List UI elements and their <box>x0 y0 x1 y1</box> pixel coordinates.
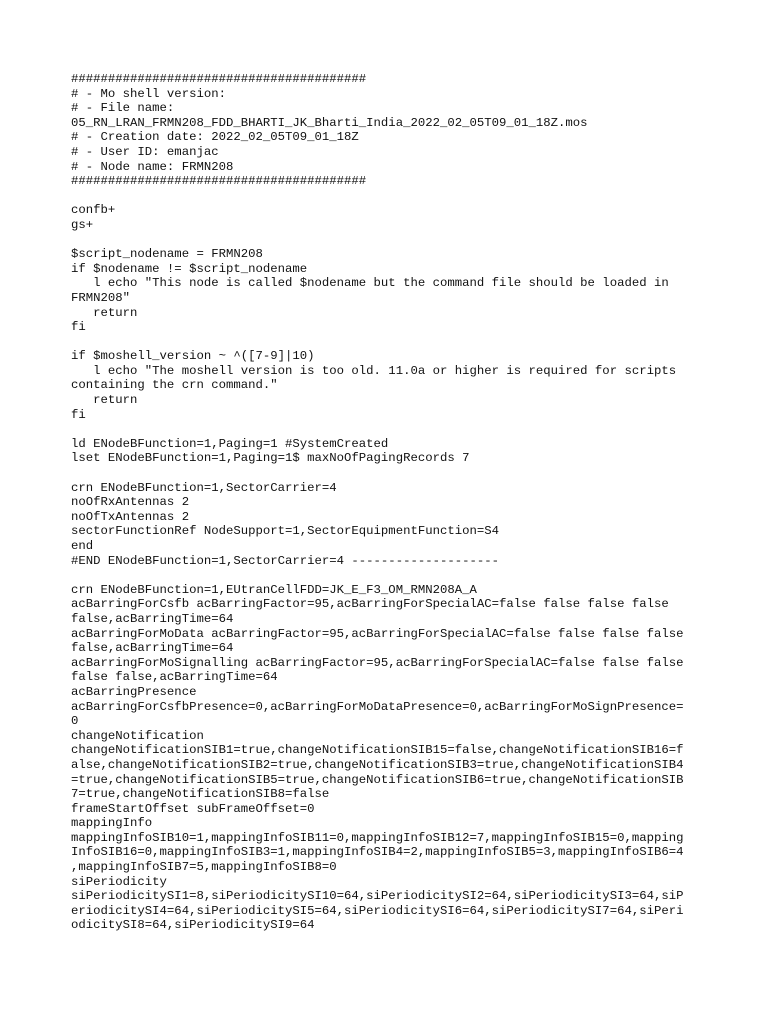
document-line <box>71 422 711 437</box>
document-line: # - Mo shell version: <box>71 86 226 101</box>
document-line: FRMN208" <box>71 290 131 305</box>
document-line: acBarringForMoSignalling acBarringFactor=95,acBarringForSpecialAC=false false false <box>71 655 684 670</box>
document-line: changeNotificationSIB1=true,changeNotificationSIB15=false,changeNotificationSIB16=f <box>71 743 684 758</box>
document-line: ld ENodeBFunction=1,Paging=1 #SystemCreated <box>71 436 389 451</box>
document-line: l echo "This node is called $nodename but the command file should be loaded in <box>71 276 669 291</box>
document-line: # - Creation date: 2022_02_05T09_01_18Z <box>71 130 359 145</box>
document-line: sectorFunctionRef NodeSupport=1,SectorEquipmentFunction=S4 <box>71 524 500 539</box>
document-line <box>71 233 711 248</box>
document-line: ######################################## <box>71 174 367 189</box>
document-line: #END ENodeBFunction=1,SectorCarrier=4 -------------------- <box>71 553 500 568</box>
document-line: return <box>71 393 138 408</box>
document-line: =true,changeNotificationSIB5=true,changeNotificationSIB6=true,changeNotificationSIB <box>71 772 684 787</box>
document-line: 05_RN_LRAN_FRMN208_FDD_BHARTI_JK_Bharti_India_2022_02_05T09_01_18Z.mos <box>71 115 588 130</box>
document-line: alse,changeNotificationSIB2=true,changeNotificationSIB3=true,changeNotificationSIB4 <box>71 757 684 772</box>
document-line: 0 <box>71 714 79 729</box>
document-line: noOfTxAntennas 2 <box>71 509 190 524</box>
document-line: confb+ <box>71 203 116 218</box>
script-document <box>71 72 711 933</box>
document-line <box>71 189 711 204</box>
document-line: ,mappingInfoSIB7=5,mappingInfoSIB8=0 <box>71 860 337 875</box>
document-line: gs+ <box>71 217 94 232</box>
document-line: crn ENodeBFunction=1,EUtranCellFDD=JK_E_F3_OM_RMN208A_A <box>71 582 477 597</box>
document-line: if $moshell_version ~ ^([7-9]|10) <box>71 349 315 364</box>
document-line: l echo "The moshell version is too old. 11.0a or higher is required for scripts <box>71 363 677 378</box>
document-line: containing the crn command." <box>71 378 278 393</box>
document-line <box>71 335 711 350</box>
document-line: # - File name: <box>71 101 175 116</box>
document-line: acBarringPresence <box>71 684 197 699</box>
document-line: fi <box>71 320 86 335</box>
document-line: ######################################## <box>71 72 367 86</box>
document-line: false false,acBarringTime=64 <box>71 670 278 685</box>
document-line: if $nodename != $script_nodename <box>71 261 308 276</box>
document-line: eriodicitySI4=64,siPeriodicitySI5=64,siPeriodicitySI6=64,siPeriodicitySI7=64,siPeri <box>71 903 684 918</box>
document-line <box>71 466 711 481</box>
document-line: frameStartOffset subFrameOffset=0 <box>71 801 315 816</box>
document-line: return <box>71 305 138 320</box>
document-line: $script_nodename = FRMN208 <box>71 247 263 262</box>
document-line: mappingInfo <box>71 816 153 831</box>
document-line <box>71 568 711 583</box>
document-line: fi <box>71 407 86 422</box>
document-line: end <box>71 539 94 553</box>
document-line: 7=true,changeNotificationSIB8=false <box>71 787 330 802</box>
document-line: siPeriodicity <box>71 874 167 889</box>
document-line: noOfRxAntennas 2 <box>71 495 190 510</box>
document-line: siPeriodicitySI1=8,siPeriodicitySI10=64,siPeriodicitySI2=64,siPeriodicitySI3=64,siP <box>71 889 684 904</box>
document-line: acBarringForCsfbPresence=0,acBarringForMoDataPresence=0,acBarringForMoSignPresence= <box>71 699 684 714</box>
document-line: mappingInfoSIB10=1,mappingInfoSIB11=0,mappingInfoSIB12=7,mappingInfoSIB15=0,mapping <box>71 830 684 845</box>
document-line: lset ENodeBFunction=1,Paging=1$ maxNoOfPagingRecords 7 <box>71 451 470 466</box>
document-line: InfoSIB16=0,mappingInfoSIB3=1,mappingInfoSIB4=2,mappingInfoSIB5=3,mappingInfoSIB6=4 <box>71 845 684 860</box>
document-line: odicitySI8=64,siPeriodicitySI9=64 <box>71 918 315 933</box>
document-line: changeNotification <box>71 728 204 743</box>
document-line: # - Node name: FRMN208 <box>71 159 234 174</box>
document-line: # - User ID: emanjac <box>71 144 219 159</box>
document-line: acBarringForMoData acBarringFactor=95,acBarringForSpecialAC=false false false false <box>71 626 684 641</box>
document-line: acBarringForCsfb acBarringFactor=95,acBarringForSpecialAC=false false false false <box>71 597 669 612</box>
document-line: false,acBarringTime=64 <box>71 611 234 626</box>
document-line: false,acBarringTime=64 <box>71 641 234 656</box>
document-line: crn ENodeBFunction=1,SectorCarrier=4 <box>71 480 337 495</box>
